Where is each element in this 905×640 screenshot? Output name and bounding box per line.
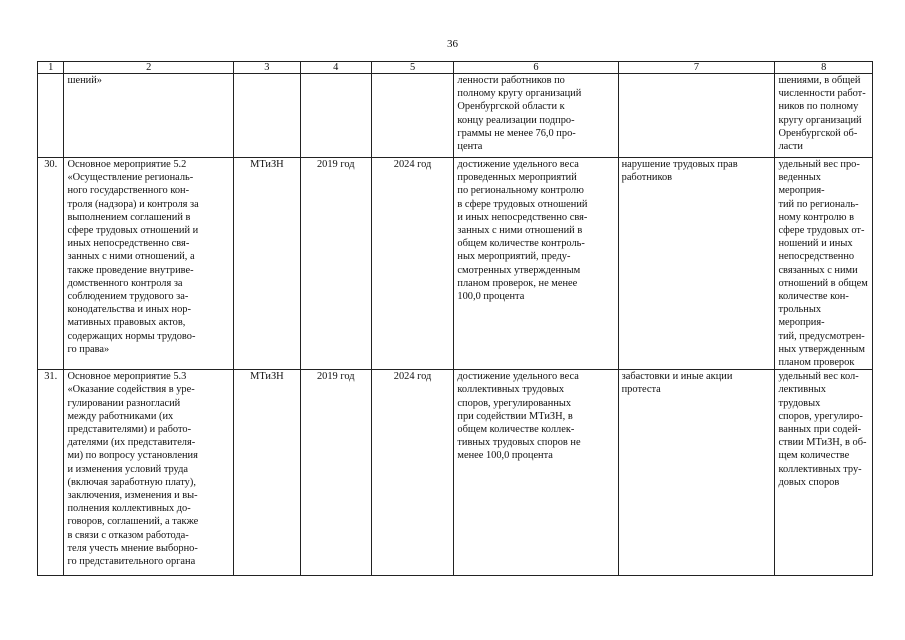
risk-cell xyxy=(618,74,775,158)
measure-cell: Основное мероприятие 5.2 «Осуществление региональ- ного государственного кон- троля (надзора) и контроля за выполнением соглашений в сфере трудовых отношений и иных непосредственно свя- занных с ними отношений, а также проведение внутриве- домственного контроля за соблюдением трудового за- конодательства и иных нор- мативных правовых актов, содержащих нормы трудово- го права» xyxy=(64,158,234,370)
column-number-row xyxy=(38,62,873,74)
start-year-cell: 2019 год xyxy=(300,370,371,576)
table-row xyxy=(38,74,873,158)
start-year-cell xyxy=(300,74,371,158)
page-number: 36 xyxy=(447,38,458,50)
column-header-8: 8 xyxy=(775,62,873,74)
indicator-cell: шениями, в общей численности работ- ников по полному кругу организаций Оренбургской об- ласти xyxy=(775,74,873,158)
measure-cell: шений» xyxy=(64,74,234,158)
row-number xyxy=(38,74,64,158)
column-header-2: 2 xyxy=(64,62,234,74)
end-year-cell xyxy=(371,74,454,158)
row-number: 30. xyxy=(38,158,64,370)
expected-result-cell: достижение удельного веса коллективных трудовых споров, урегулированных при содействии МТиЗН, в общем количестве коллек- тивных трудовых споров не менее 100,0 процента xyxy=(454,370,618,576)
column-header-5: 5 xyxy=(371,62,454,74)
start-year-cell: 2019 год xyxy=(300,158,371,370)
expected-result-cell: ленности работников по полному кругу организаций Оренбургской области к концу реализации подпро- граммы не менее 76,0 про- цента xyxy=(454,74,618,158)
table-row xyxy=(38,370,873,576)
column-header-4: 4 xyxy=(300,62,371,74)
executor-cell: МТиЗН xyxy=(234,370,301,576)
risk-cell: нарушение трудовых прав работников xyxy=(618,158,775,370)
executor-cell: МТиЗН xyxy=(234,158,301,370)
indicator-cell: удельный вес кол- лективных трудовых споров, урегулиро- ванных при содей- ствии МТиЗН, в об- щем количестве коллективных тру- довых споров xyxy=(775,370,873,576)
table-row xyxy=(38,158,873,370)
indicator-cell: удельный вес про- веденных мероприя- тий по региональ- ному контролю в сфере трудовых от- ношений и иных непосредственно связанных с ними отношений в общем количестве кон- трольных мероприя- тий, предусмотрен- ных утвержденным планом проверок xyxy=(775,158,873,370)
column-header-6: 6 xyxy=(454,62,618,74)
executor-cell xyxy=(234,74,301,158)
risk-cell: забастовки и иные акции протеста xyxy=(618,370,775,576)
end-year-cell: 2024 год xyxy=(371,158,454,370)
column-header-1: 1 xyxy=(38,62,64,74)
column-header-7: 7 xyxy=(618,62,775,74)
measure-cell: Основное мероприятие 5.3 «Оказание содействия в уре- гулировании разногласий между работниками (их представителями) и работо- дателями (их представителя- ми) по вопросу установления и изменения условий труда (включая заработную плату), заключения, изменения и вы- полнения коллективных до- говоров, соглашений, а также в связи с отказом работода- теля учесть мнение выборно- го представительного органа xyxy=(64,370,234,576)
expected-result-cell: достижение удельного веса проведенных мероприятий по региональному контролю в сфере трудовых отношений и иных непосредственно свя- занных с ними отношений в общем количестве контроль- ных мероприятий, преду- смотренных утвержденным планом проверок, не менее 100,0 процента xyxy=(454,158,618,370)
row-number: 31. xyxy=(38,370,64,576)
measures-table xyxy=(37,61,873,576)
end-year-cell: 2024 год xyxy=(371,370,454,576)
column-header-3: 3 xyxy=(234,62,301,74)
